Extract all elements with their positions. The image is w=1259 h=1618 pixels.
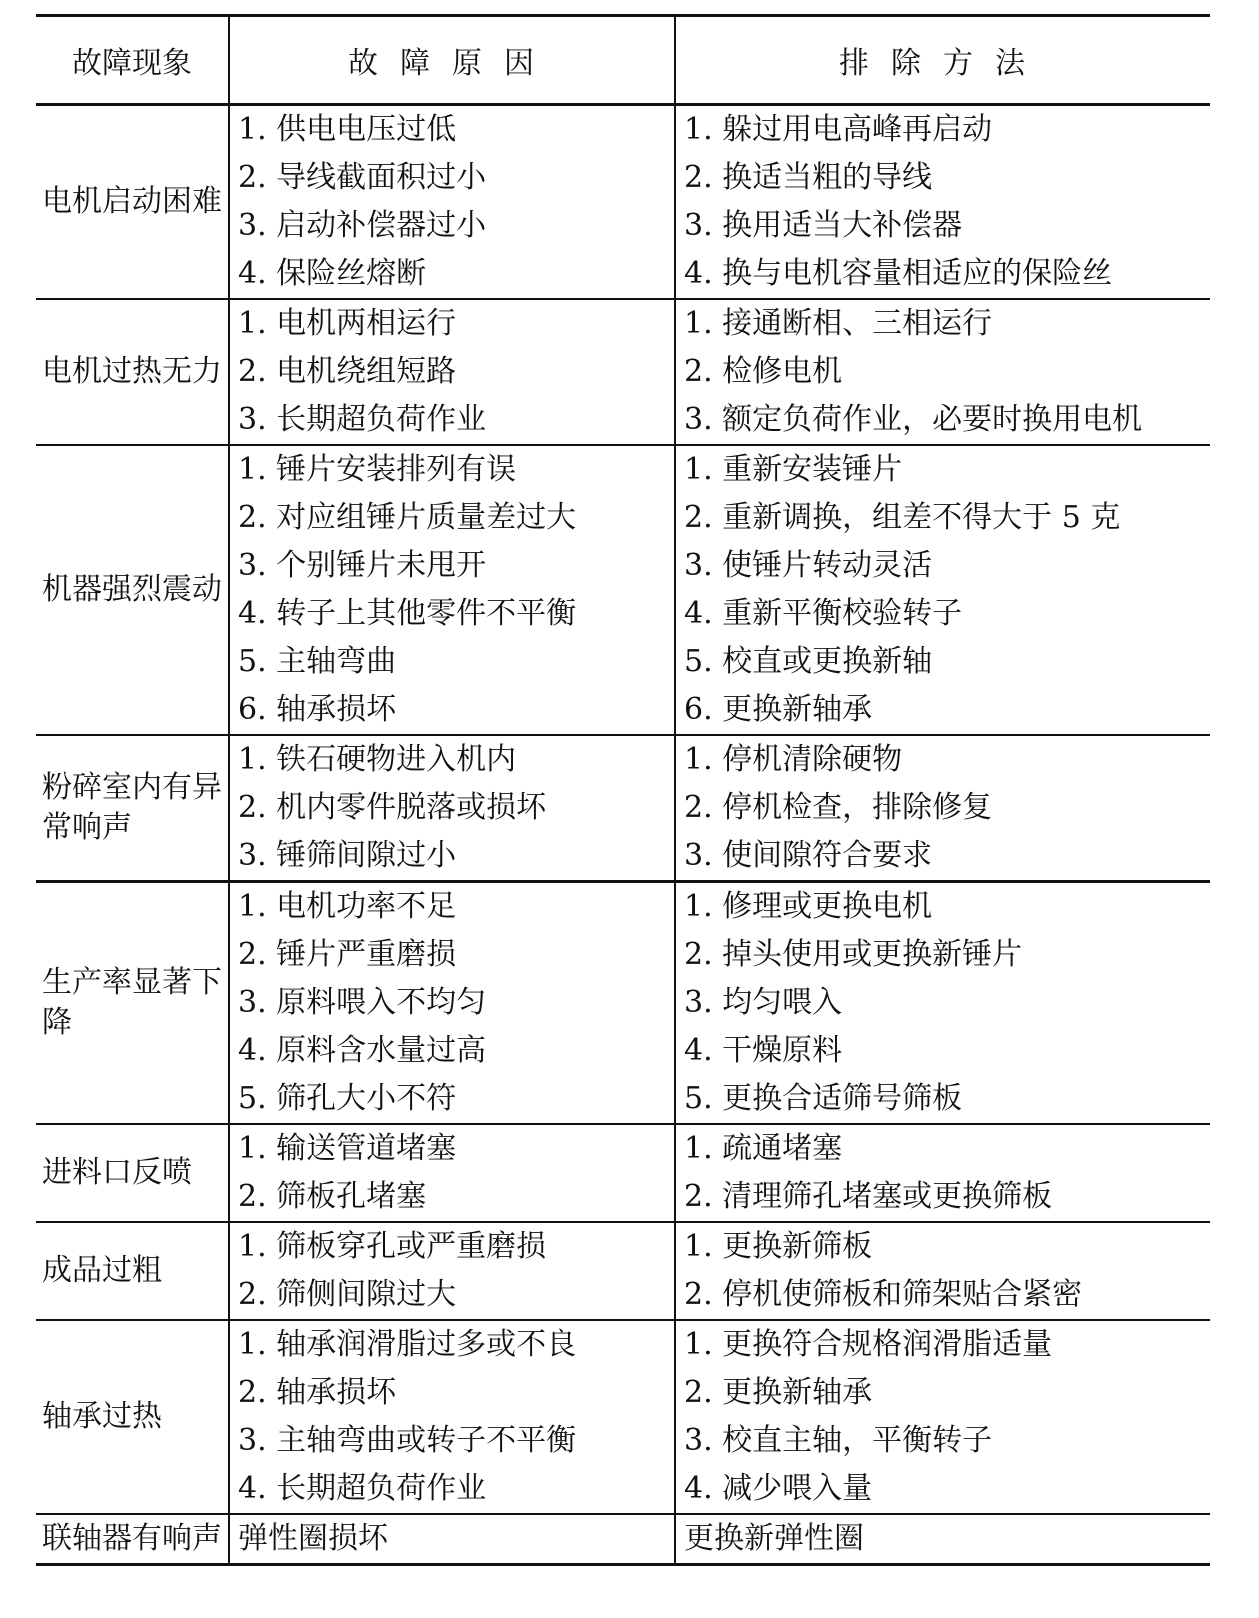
phenomenon-text: 电机启动困难 <box>42 184 222 219</box>
table-row <box>36 1222 1210 1320</box>
cause-item: 5. 主轴弯曲 <box>238 644 397 679</box>
remedy-item: 3. 使锤片转动灵活 <box>684 548 933 583</box>
cause-item: 5. 筛孔大小不符 <box>238 1081 457 1116</box>
remedy-item: 1. 更换新筛板 <box>684 1229 873 1264</box>
cause-item: 4. 保险丝熔断 <box>238 256 427 291</box>
phenomenon-text: 进料口反喷 <box>42 1155 192 1190</box>
remedy-cell <box>675 735 1210 882</box>
cause-item: 4. 转子上其他零件不平衡 <box>238 596 577 631</box>
remedy-item: 2. 清理筛孔堵塞或更换筛板 <box>684 1179 1053 1214</box>
cause-cell <box>229 105 675 300</box>
remedy-item: 3. 均匀喂入 <box>684 985 843 1020</box>
remedy-item: 3. 使间隙符合要求 <box>684 838 933 873</box>
cause-item: 2. 轴承损坏 <box>238 1375 397 1410</box>
remedy-item: 4. 减少喂入量 <box>684 1471 873 1506</box>
phenomenon-text: 轴承过热 <box>42 1399 162 1434</box>
remedy-item: 3. 额定负荷作业，必要时换用电机 <box>684 402 1143 437</box>
header-remedy: 排除方法 <box>675 16 1210 105</box>
cause-item: 2. 机内零件脱落或损坏 <box>238 790 547 825</box>
cause-item: 3. 个别锤片未甩开 <box>238 548 487 583</box>
cause-cell <box>229 1222 675 1320</box>
cause-item: 3. 启动补偿器过小 <box>238 208 487 243</box>
cause-item: 1. 筛板穿孔或严重磨损 <box>238 1229 547 1264</box>
remedy-item: 4. 干燥原料 <box>684 1033 843 1068</box>
remedy-item: 2. 换适当粗的导线 <box>684 160 933 195</box>
remedy-item: 1. 接通断相、三相运行 <box>684 306 993 341</box>
cause-item: 2. 锤片严重磨损 <box>238 937 457 972</box>
table-row <box>36 105 1210 300</box>
remedy-item: 3. 校直主轴，平衡转子 <box>684 1423 993 1458</box>
cause-item: 1. 电机两相运行 <box>238 306 457 341</box>
phenomenon-cell <box>36 445 229 735</box>
cause-item: 6. 轴承损坏 <box>238 692 397 727</box>
remedy-cell <box>675 299 1210 445</box>
phenomenon-text: 机器强烈震动 <box>42 572 222 607</box>
cause-cell <box>229 882 675 1125</box>
cause-item: 1. 铁石硬物进入机内 <box>238 742 517 777</box>
remedy-item: 5. 更换合适筛号筛板 <box>684 1081 963 1116</box>
remedy-cell <box>675 1514 1210 1565</box>
table-row <box>36 1514 1210 1565</box>
cause-cell <box>229 1124 675 1222</box>
phenomenon-cell <box>36 882 229 1125</box>
remedy-item: 1. 更换符合规格润滑脂适量 <box>684 1327 1053 1362</box>
remedy-item: 2. 停机检查，排除修复 <box>684 790 993 825</box>
remedy-item: 2. 检修电机 <box>684 354 843 389</box>
remedy-item: 2. 停机使筛板和筛架贴合紧密 <box>684 1277 1083 1312</box>
cause-item: 3. 主轴弯曲或转子不平衡 <box>238 1423 577 1458</box>
phenomenon-text: 电机过热无力 <box>42 354 222 389</box>
cause-item: 3. 原料喂入不均匀 <box>238 985 487 1020</box>
cause-item: 1. 电机功率不足 <box>238 889 457 924</box>
phenomenon-text: 生产率显著下降 <box>42 965 222 1040</box>
remedy-cell <box>675 1124 1210 1222</box>
remedy-item: 2. 重新调换，组差不得大于 5 克 <box>684 500 1121 535</box>
header-row <box>36 16 1210 105</box>
table-row <box>36 299 1210 445</box>
remedy-cell <box>675 445 1210 735</box>
table-row <box>36 735 1210 882</box>
remedy-cell <box>675 882 1210 1125</box>
cause-item: 2. 筛板孔堵塞 <box>238 1179 427 1214</box>
remedy-cell <box>675 105 1210 300</box>
cause-item: 弹性圈损坏 <box>238 1521 388 1556</box>
cause-item: 1. 轴承润滑脂过多或不良 <box>238 1327 577 1362</box>
cause-cell <box>229 735 675 882</box>
header-phenomenon: 故障现象 <box>36 16 229 105</box>
phenomenon-cell <box>36 299 229 445</box>
remedy-item: 1. 躲过用电高峰再启动 <box>684 112 993 147</box>
cause-item: 3. 长期超负荷作业 <box>238 402 487 437</box>
remedy-item: 3. 换用适当大补偿器 <box>684 208 963 243</box>
cause-cell <box>229 445 675 735</box>
remedy-item: 1. 疏通堵塞 <box>684 1131 843 1166</box>
table-body <box>36 105 1210 1565</box>
remedy-cell <box>675 1222 1210 1320</box>
cause-cell <box>229 299 675 445</box>
phenomenon-text: 粉碎室内有异常响声 <box>42 770 222 845</box>
phenomenon-cell <box>36 1124 229 1222</box>
phenomenon-text: 联轴器有响声 <box>42 1521 222 1556</box>
cause-item: 2. 导线截面积过小 <box>238 160 487 195</box>
table-header <box>36 16 1210 105</box>
phenomenon-cell <box>36 735 229 882</box>
phenomenon-cell <box>36 105 229 300</box>
table-row <box>36 1124 1210 1222</box>
cause-item: 1. 锤片安装排列有误 <box>238 452 517 487</box>
remedy-item: 1. 修理或更换电机 <box>684 889 933 924</box>
remedy-item: 6. 更换新轴承 <box>684 692 873 727</box>
fault-table <box>36 14 1210 1566</box>
phenomenon-cell <box>36 1514 229 1565</box>
remedy-item: 5. 校直或更换新轴 <box>684 644 933 679</box>
cause-item: 2. 电机绕组短路 <box>238 354 457 389</box>
cause-item: 3. 锤筛间隙过小 <box>238 838 457 873</box>
cause-item: 4. 长期超负荷作业 <box>238 1471 487 1506</box>
remedy-cell <box>675 1320 1210 1514</box>
table-row <box>36 445 1210 735</box>
cause-item: 4. 原料含水量过高 <box>238 1033 487 1068</box>
cause-cell <box>229 1514 675 1565</box>
remedy-item: 2. 更换新轴承 <box>684 1375 873 1410</box>
header-cause: 故障原因 <box>229 16 675 105</box>
remedy-item: 2. 掉头使用或更换新锤片 <box>684 937 1023 972</box>
phenomenon-text: 成品过粗 <box>42 1253 162 1288</box>
remedy-item: 4. 换与电机容量相适应的保险丝 <box>684 256 1113 291</box>
cause-item: 1. 输送管道堵塞 <box>238 1131 457 1166</box>
cause-item: 2. 筛侧间隙过大 <box>238 1277 457 1312</box>
remedy-item: 1. 停机清除硬物 <box>684 742 903 777</box>
phenomenon-cell <box>36 1222 229 1320</box>
cause-item: 2. 对应组锤片质量差过大 <box>238 500 577 535</box>
cause-cell <box>229 1320 675 1514</box>
table-row <box>36 1320 1210 1514</box>
remedy-item: 4. 重新平衡校验转子 <box>684 596 963 631</box>
table-row <box>36 882 1210 1125</box>
cause-item: 1. 供电电压过低 <box>238 112 457 147</box>
remedy-item: 更换新弹性圈 <box>684 1521 864 1556</box>
fault-table-container <box>36 14 1210 1566</box>
phenomenon-cell <box>36 1320 229 1514</box>
remedy-item: 1. 重新安装锤片 <box>684 452 903 487</box>
